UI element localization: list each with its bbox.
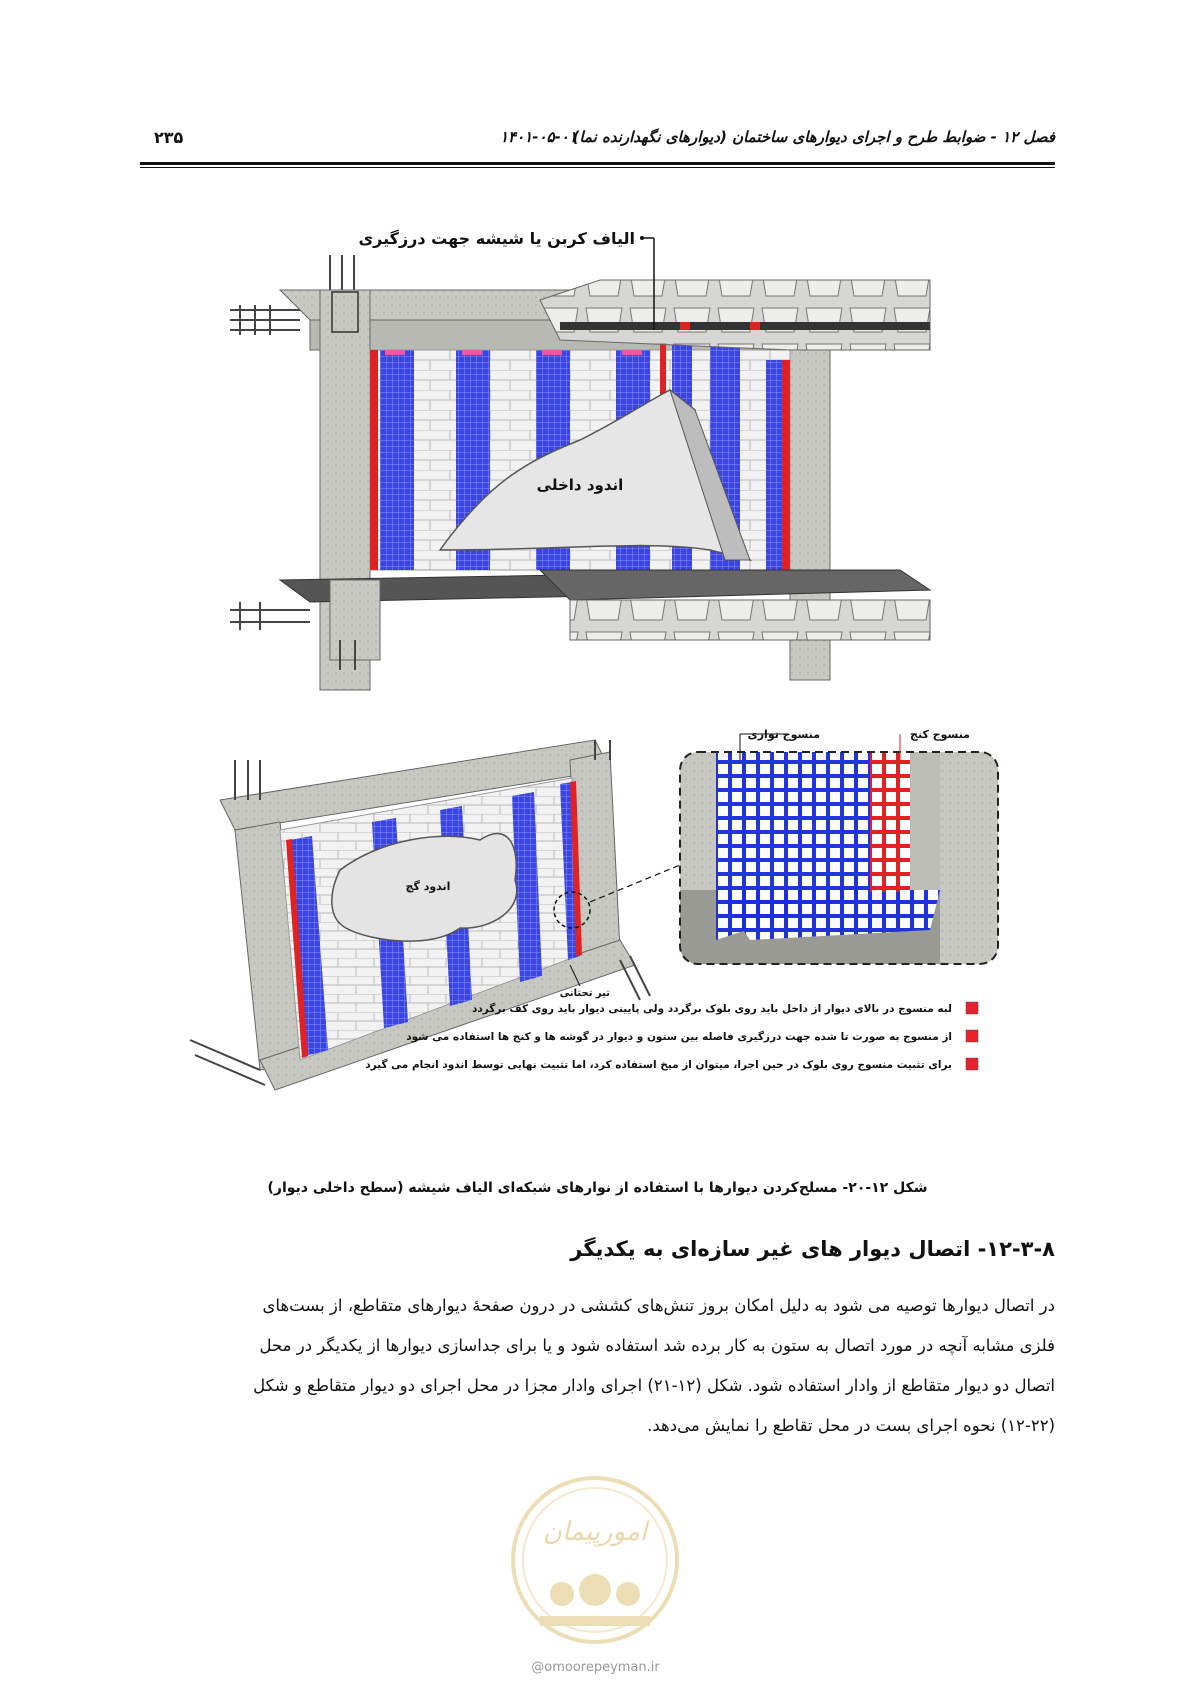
bottom-beam-label: تیر تحتانی [559,988,610,999]
note-2: از منسوج به صورت تا شده جهت درزگیری فاصله بین ستون و دیوار در گوشه ها و کنج ها استفاده می شود [406,1031,952,1043]
page-number: ۲۳۵ [154,128,184,147]
wall-illustration-interior [230,230,990,710]
watermark-logo [500,1470,690,1650]
fiber-sealing-label: الیاف کربن یا شیشه جهت درزگیری [358,229,635,248]
header-rule-thick [140,162,1055,165]
note-marker-1 [966,1002,978,1014]
interior-plaster-label: اندود داخلی [536,476,624,494]
strip-mesh-label: منسوج نواری [747,728,820,741]
header-chapter-title: فصل ۱۲ - ضوابط طرح و اجرای دیوارهای ساختمان (دیوارهای نگهدارنده نما) [572,128,1055,146]
header-rule-thin [140,167,1055,168]
note-marker-2 [966,1030,978,1042]
header-date: ۱۴۰۱-۰۵-۰۱ [500,128,577,146]
wall-illustration-detail [140,728,1060,1180]
paragraph-line: در اتصال دیوارها توصیه می شود به دلیل امکان بروز تنش‌های کششی در درون صفحهٔ دیوارهای متقاطع، از بست‌های [262,1296,1055,1315]
note-3: برای تثبیت منسوج روی بلوک در حین اجرا، میتوان از میخ استفاده کرد، اما تثبیت نهایی توسط اندود انجام می گیرد [365,1059,952,1071]
watermark-logo-text: امورپیمان [542,1517,648,1547]
section-heading: ۱۲-۳-۸- اتصال دیوار های غیر سازه‌ای به یکدیگر [570,1237,1055,1261]
note-1: لبه منسوج در بالای دیوار از داخل باید روی بلوک برگردد ولی پایینی دیوار باید روی کف برگردد [471,1003,952,1015]
corner-mesh-label: منسوج کنج [910,728,970,741]
gypsum-plaster-label: اندود گچ [405,880,451,893]
paragraph-line: (۱۲-۲۲) نحوه اجرای بست در محل تقاطع را نمایش می‌دهد. [647,1416,1055,1435]
section-paragraph [140,1286,1055,1446]
figure-caption: شکل ۱۲-۲۰- مسلح‌کردن دیوارها با استفاده از نوارهای شبکه‌ای الیاف شیشه (سطح داخلی دیوار) [267,1180,928,1196]
page-header [140,128,1055,162]
paragraph-line: اتصال دو دیوار متقاطع از وادار استفاده شود. شکل (۱۲-۲۱) اجرای وادار مجزا در محل اجرای دو دیوار متقاطع و شکل [253,1376,1055,1395]
watermark-url: @omoorepeyman.ir [531,1660,660,1675]
paragraph-line: فلزی مشابه آنچه در مورد اتصال به ستون به کار برده شد استفاده شود و یا برای جداسازی دیوارها از یکدیگر در محل [259,1336,1055,1355]
note-marker-3 [966,1058,978,1070]
